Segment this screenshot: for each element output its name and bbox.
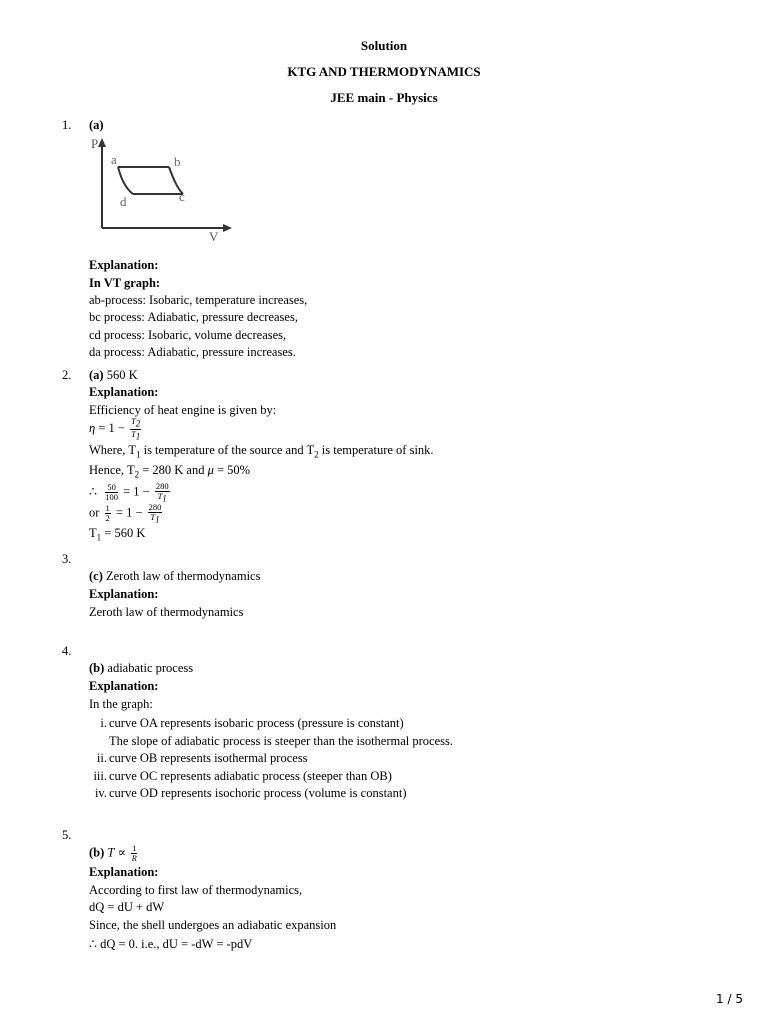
page-number: 1 / 5 — [716, 992, 743, 1006]
explanation-heading: Explanation: — [89, 258, 159, 272]
list-marker: iv. — [94, 786, 107, 800]
explanation-line: Where, $T_1$ is temperature of the source and $T_2$ is temperature of sink. — [89, 443, 434, 460]
list-marker: iii. — [93, 769, 107, 783]
point-b-label: b — [174, 154, 181, 169]
explanation-line: According to first law of thermodynamics, — [89, 883, 303, 897]
explanation-line: Hence, $T_2 = 280$ K and μ = 50% — [89, 463, 251, 480]
explanation-line: cd process: Isobaric, volume decreases, — [89, 328, 287, 342]
explanation-line: da process: Adiabatic, pressure increases. — [89, 345, 296, 359]
question-number: 3. — [62, 552, 72, 566]
explanation-line: Efficiency of heat engine is given by: — [89, 403, 277, 417]
list-item: curve OC represents adiabatic process (steeper than OB) — [109, 769, 392, 783]
explanation-heading: Explanation: — [89, 679, 159, 693]
point-c-label: c — [179, 189, 185, 204]
v-axis-label: V — [209, 229, 219, 244]
answer-line: (b) T ∝ $\frac{1}{R}$ — [89, 843, 137, 863]
doc-subtitle: KTG AND THERMODYNAMICS — [287, 64, 481, 79]
list-item: curve OA represents isobaric process (pressure is constant) — [109, 716, 404, 730]
question-number: 2. — [62, 368, 72, 382]
explanation-line: ∴ dQ = 0. i.e., dU = -dW = -pdV — [89, 937, 253, 951]
question-number: 5. — [62, 828, 72, 842]
pv-cycle-graph — [88, 136, 238, 246]
list-marker: ii. — [96, 751, 107, 765]
answer-line: (a) 560 K — [89, 368, 138, 382]
efficiency-formula: η = 1 − $\frac{T_2}{T_1}$ — [89, 416, 141, 442]
explanation-line: ab-process: Isobaric, temperature increases, — [89, 293, 308, 307]
explanation-line: Since, the shell undergoes an adiabatic expansion — [89, 918, 337, 932]
equation-line: or $\frac{1}{2}$ = 1 − $\frac{280}{T_1}$ — [89, 502, 162, 525]
explanation-heading: Explanation: — [89, 865, 159, 879]
p-axis-label: P — [91, 136, 99, 151]
explanation-line: dQ = dU + dW — [89, 900, 165, 914]
explanation-line: Zeroth law of thermodynamics — [89, 605, 244, 619]
explanation-heading: Explanation: — [89, 385, 159, 399]
question-number: 1. — [62, 118, 72, 132]
list-item: The slope of adiabatic process is steeper than the isothermal process. — [109, 734, 453, 748]
answer-line: (b) adiabatic process — [89, 661, 194, 675]
list-item: curve OD represents isochoric process (volume is constant) — [109, 786, 407, 800]
result-line: $T_1 = 560$ K — [89, 526, 146, 543]
doc-course: JEE main - Physics — [330, 90, 438, 105]
explanation-line: bc process: Adiabatic, pressure decreases, — [89, 310, 298, 324]
list-marker: i. — [100, 716, 107, 730]
explanation-subheading: In VT graph: — [89, 276, 161, 290]
list-item: curve OB represents isothermal process — [109, 751, 308, 765]
answer-line: (c) Zeroth law of thermodynamics — [89, 569, 261, 583]
point-a-label: a — [111, 152, 117, 167]
answer-option: (a) — [89, 118, 104, 132]
equation-line: ∴ $\frac{50}{100}$ = 1 − $\frac{280}{T_1}$ — [89, 481, 169, 504]
question-number: 4. — [62, 644, 72, 658]
explanation-line: In the graph: — [89, 697, 153, 711]
explanation-heading: Explanation: — [89, 587, 159, 601]
doc-title: Solution — [360, 38, 408, 53]
point-d-label: d — [120, 194, 127, 209]
